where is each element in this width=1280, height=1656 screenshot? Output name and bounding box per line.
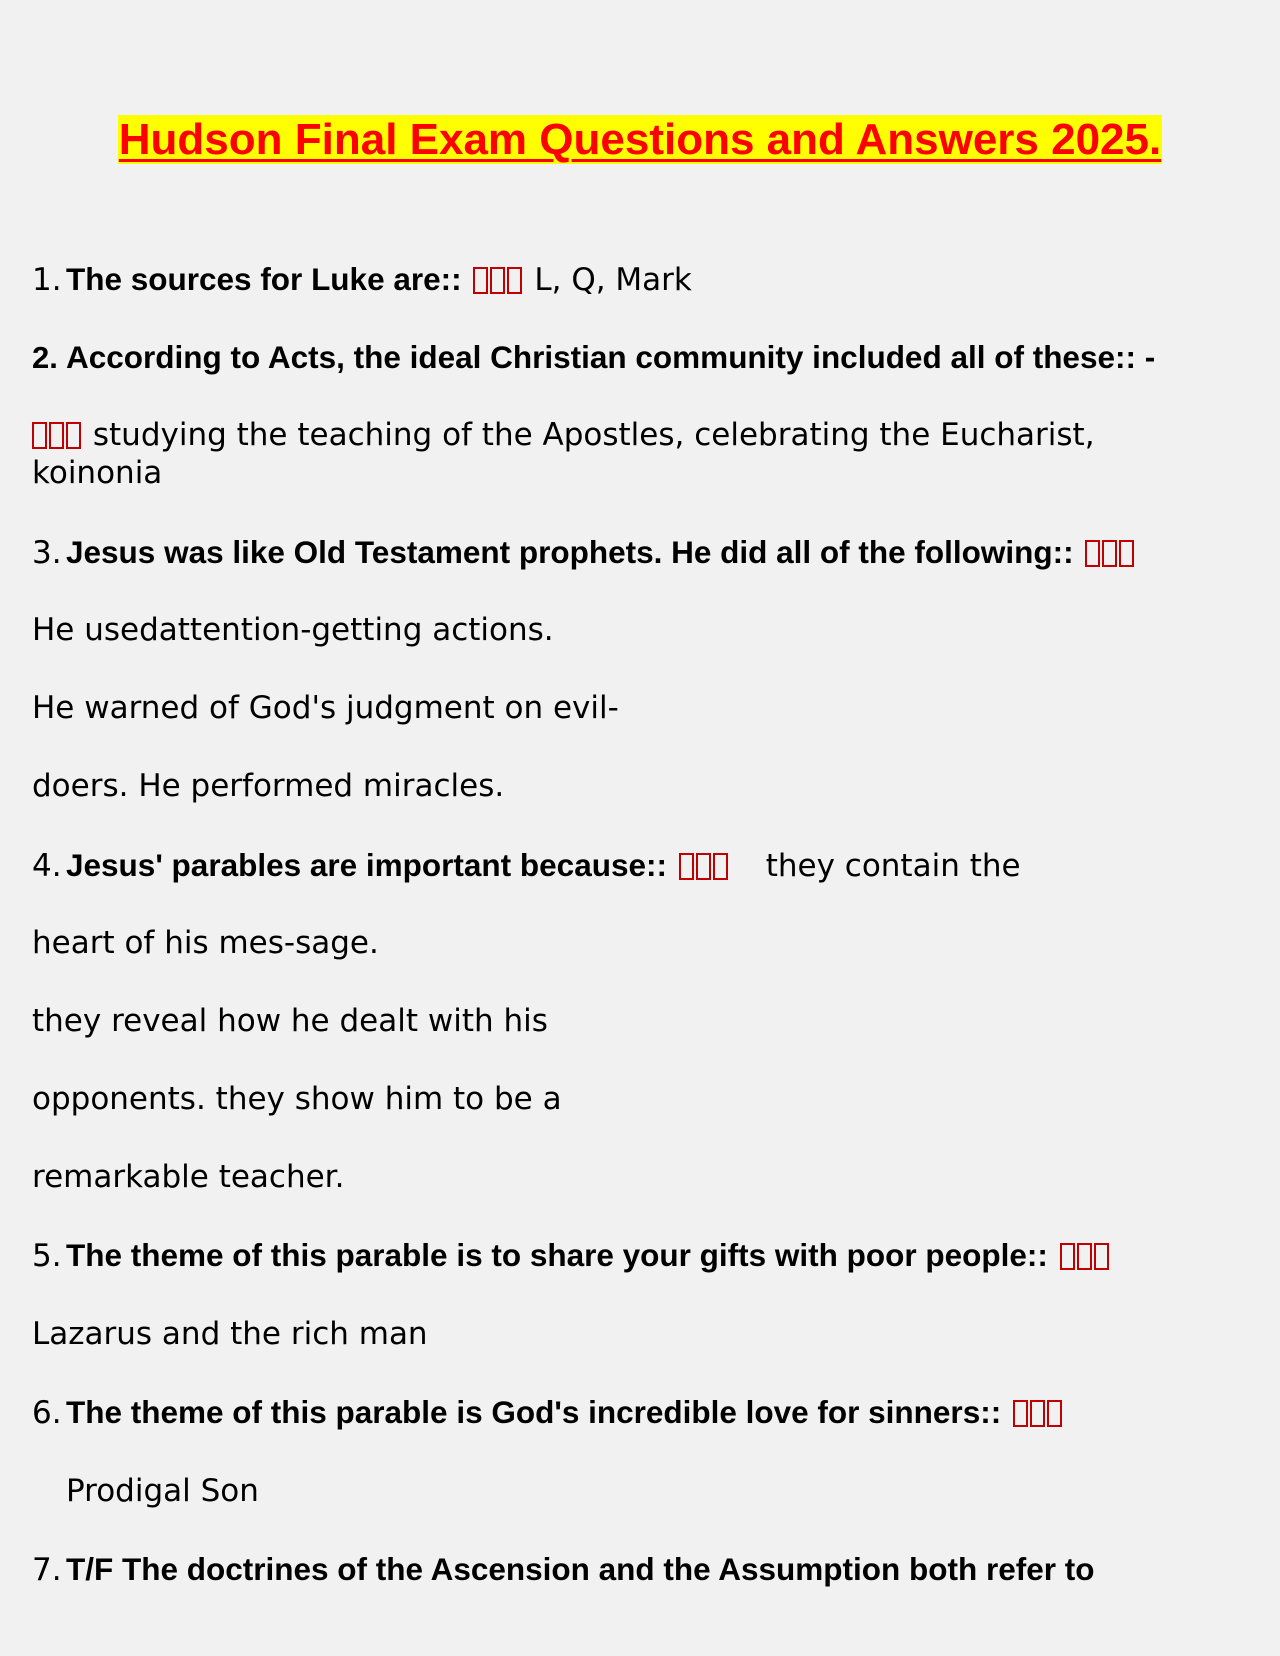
answer-text: they contain the: [765, 848, 1021, 884]
answer-marker-icon: [32, 422, 81, 449]
answer-3-line-2: [32, 689, 619, 727]
question-text: The sources for Luke are::: [66, 261, 462, 297]
question-number: 6.: [32, 1395, 62, 1431]
question-number: 1.: [32, 262, 62, 298]
document-title-text: Hudson Final Exam Questions and Answers 2025.: [118, 115, 1162, 164]
answer-2-line-2: [32, 454, 162, 492]
answer-text: He warned of God's judgment on evil-: [32, 690, 619, 726]
question-number: 2.: [32, 340, 58, 375]
answer-text: L, Q, Mark: [534, 262, 692, 298]
question-7: [32, 1550, 1094, 1589]
answer-text: Prodigal Son: [66, 1473, 259, 1509]
question-2: [32, 338, 1155, 377]
answer-3-line-3: [32, 767, 504, 805]
answer-4-line-2: [32, 924, 379, 962]
answer-4-line-3: [32, 1002, 548, 1040]
question-text: Jesus was like Old Testament prophets. He did all of the following::: [66, 534, 1074, 570]
answer-marker-icon: [679, 853, 728, 880]
question-number: 7.: [32, 1552, 62, 1588]
answer-marker-icon: [1085, 540, 1134, 567]
answer-text: opponents. they show him to be a: [32, 1081, 562, 1117]
answer-text: heart of his mes-sage.: [32, 925, 379, 961]
answer-text: koinonia: [32, 455, 163, 491]
answer-marker-icon: [473, 267, 522, 294]
question-text: T/F The doctrines of the Ascension and the Assumption both refer to: [66, 1551, 1095, 1587]
answer-text: doers. He performed miracles.: [32, 768, 505, 804]
question-text: Jesus' parables are important because::: [66, 847, 667, 883]
question-text: The theme of this parable is to share your gifts with poor people::: [66, 1237, 1048, 1273]
question-4: [32, 846, 1021, 885]
question-1: [32, 260, 692, 299]
answer-text: Lazarus and the rich man: [32, 1316, 428, 1352]
question-number: 5.: [32, 1238, 62, 1274]
question-number: 3.: [32, 535, 62, 571]
answer-3-line-1: [32, 611, 554, 649]
answer-4-line-4: [32, 1080, 562, 1118]
question-6: [32, 1393, 1064, 1432]
answer-4-line-5: [32, 1158, 344, 1196]
question-text: The theme of this parable is God's incredible love for sinners::: [66, 1394, 1002, 1430]
answer-text: He usedattention-getting actions.: [32, 612, 554, 648]
question-number: 4.: [32, 848, 62, 884]
question-3: [32, 533, 1136, 572]
answer-5-line-1: [32, 1315, 428, 1353]
answer-text: studying the teaching of the Apostles, celebrating the Eucharist,: [92, 417, 1095, 453]
document-title: [0, 114, 1280, 166]
question-text: According to Acts, the ideal Christian community included all of these:: -: [66, 339, 1156, 375]
question-5: [32, 1236, 1111, 1275]
answer-marker-icon: [1013, 1400, 1062, 1427]
answer-text: they reveal how he dealt with his: [32, 1003, 548, 1039]
answer-2-line-1: [32, 416, 1095, 454]
answer-6-line-1: [66, 1472, 259, 1510]
answer-marker-icon: [1060, 1243, 1109, 1270]
answer-text: remarkable teacher.: [32, 1159, 345, 1195]
